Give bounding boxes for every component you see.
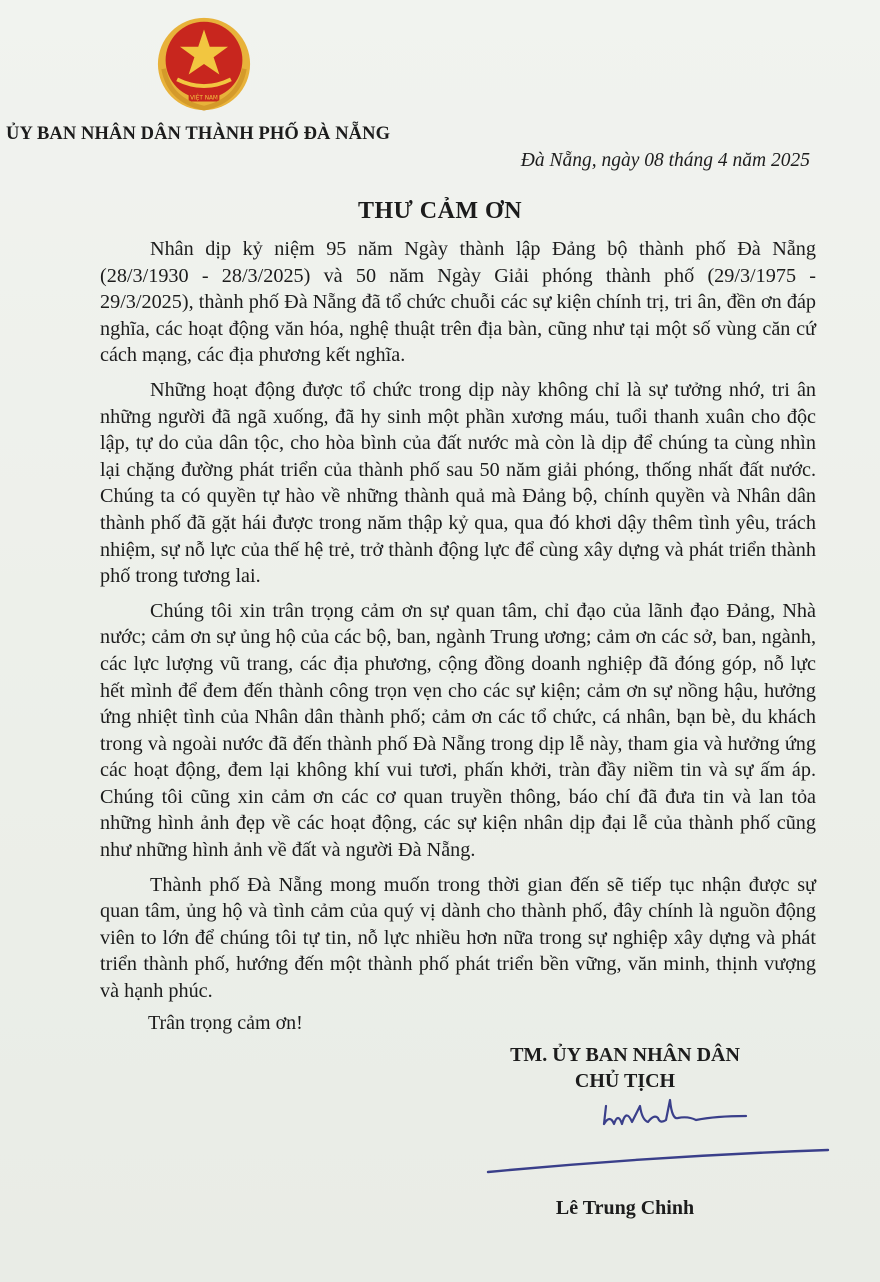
on-behalf-label: TM. ỦY BAN NHÂN DÂN: [510, 1044, 740, 1066]
position-label: CHỦ TỊCH: [574, 1070, 676, 1092]
paragraph: Thành phố Đà Nẵng mong muốn trong thời gian đến sẽ tiếp tục nhận được sự quan tâm, ủng hộ và tình cảm của quý vị dành cho thành phố, đây chính là nguồn động viên to lớn để chúng tôi tự tin, nỗ lực nhiều hơn nữa trong sự nghiệp xây dựng và phát triển thành phố, hướng đến một thành phố phát triển bền vững, văn minh, thịnh vượng và hạnh phúc.: [100, 873, 816, 1003]
organization-name: ỦY BAN NHÂN DÂN THÀNH PHỐ ĐÀ NẴNG: [6, 124, 391, 144]
closing-line: Trân trọng cảm ơn!: [148, 1012, 303, 1034]
letter-body: [100, 236, 816, 1013]
signature-stroke-line: [486, 1146, 830, 1176]
paragraph: Những hoạt động được tổ chức trong dịp này không chỉ là sự tưởng nhớ, tri ân những người đã ngã xuống, đã hy sinh một phần xương máu, tuổi thanh xuân cho độc lập, tự do của dân tộc, cho hòa bình của đất nước mà còn là dịp để chúng ta cùng nhìn lại chặng đường phát triển của thành phố sau 50 năm giải phóng, thống nhất đất nước. Chúng ta có quyền tự hào về những thành quả mà Đảng bộ, chính quyền và Nhân dân thành phố đã gặt hái được trong năm thập kỷ qua, qua đó khơi dậy thêm tình yêu, trách nhiệm, sự nỗ lực của thế hệ trẻ, trở thành động lực để cùng xây dựng và phát triển thành phố trong tương lai.: [100, 378, 816, 588]
signature-title: [470, 1042, 780, 1094]
date-line: Đà Nẵng, ngày 08 tháng 4 năm 2025: [520, 150, 810, 171]
svg-text:VIỆT NAM: VIỆT NAM: [190, 95, 218, 102]
letter-title: THƯ CẢM ƠN: [357, 198, 523, 224]
paragraph: Chúng tôi xin trân trọng cảm ơn sự quan tâm, chỉ đạo của lãnh đạo Đảng, Nhà nước; cảm ơn sự ủng hộ của các bộ, ban, ngành Trung ương; cảm ơn các sở, ban, ngành, các lực lượng vũ trang, các địa phương, cộng đồng doanh nghiệp đã đóng góp, nỗ lực hết mình để đem đến thành công trọn vẹn cho các sự kiện; cảm ơn sự nồng hậu, hưởng ứng nhiệt tình của Nhân dân thành phố; cảm ơn các tổ chức, cá nhân, bạn bè, du khách trong và ngoài nước đã đến thành phố Đà Nẵng trong dịp lễ này, tham gia và hưởng ứng các hoạt động, đem lại không khí vui tươi, phấn khởi, tràn đầy niềm tin và sự ấm áp. Chúng tôi cũng xin cảm ơn các cơ quan truyền thông, báo chí đã đưa tin và lan tỏa những hình ảnh đẹp về các hoạt động, các sự kiện nhân dịp đại lễ của thành phố cũng như những hình ảnh về đất và người Đà Nẵng.: [100, 599, 816, 862]
signer-name: Lê Trung Chinh: [555, 1197, 695, 1219]
handwritten-signature-icon: [596, 1094, 756, 1142]
paragraph: Nhân dịp kỷ niệm 95 năm Ngày thành lập Đảng bộ thành phố Đà Nẵng (28/3/1930 - 28/3/2025) và 50 năm Ngày Giải phóng thành phố (29/3/1975 - 29/3/2025), thành phố Đà Nẵng đã tổ chức chuỗi các sự kiện chính trị, tri ân, đền ơn đáp nghĩa, các hoạt động văn hóa, nghệ thuật trên địa bàn, cũng như tại một số vùng căn cứ cách mạng, các địa phương kết nghĩa.: [100, 238, 816, 367]
national-emblem-icon: [156, 16, 252, 112]
